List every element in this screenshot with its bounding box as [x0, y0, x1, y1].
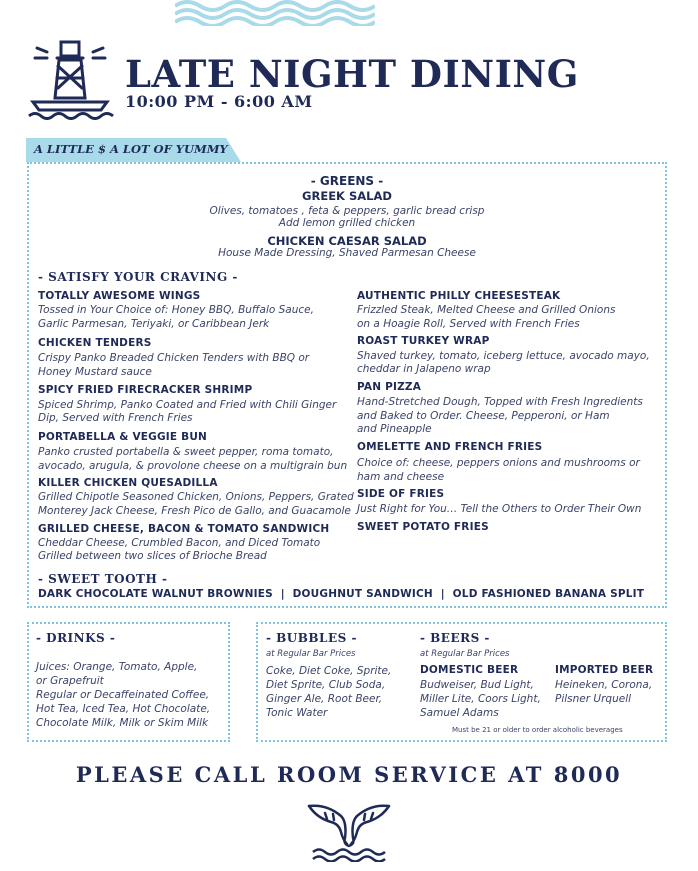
menu-item-desc: Cheddar Cheese, Crumbled Bacon, and Diced Tomato: [38, 537, 321, 549]
menu-item-desc: Spiced Shrimp, Panko Coated and Fried with Chili Ginger: [38, 399, 337, 411]
greens-heading: - GREENS -: [310, 174, 384, 188]
beers-note: at Regular Bar Prices: [420, 649, 510, 659]
menu-item-desc: and Baked to Order. Cheese, Pepperoni, or Ham: [357, 410, 610, 422]
dessert-name: DARK CHOCOLATE WALNUT BROWNIES: [38, 588, 273, 600]
dessert-name: OLD FASHIONED BANANA SPLIT: [452, 588, 645, 600]
menu-item-name: OMELETTE AND FRENCH FRIES: [357, 441, 543, 453]
menu-item-desc: Dip, Served with French Fries: [38, 412, 193, 424]
domestic-beer-title: DOMESTIC BEER: [420, 664, 519, 676]
craving-heading: - SATISFY YOUR CRAVING -: [38, 270, 238, 284]
drinks-line: Regular or Decaffeinated Coffee,: [36, 689, 210, 701]
greens-item-desc: Olives, tomatoes , feta & peppers, garlic bread crisp: [209, 205, 485, 217]
whale-tail-icon: [305, 800, 393, 862]
dessert-name: DOUGHNUT SANDWICH: [292, 588, 433, 600]
menu-item-desc: Just Right for You… Tell the Others to Order Their Own: [357, 503, 642, 515]
page-title: LATE NIGHT DINING: [125, 52, 579, 96]
drinks-heading: - DRINKS -: [36, 631, 116, 645]
dessert-item: [38, 588, 644, 600]
drinks-line: Chocolate Milk, Milk or Skim Milk: [36, 717, 209, 729]
drinks-line: Hot Tea, Iced Tea, Hot Chocolate,: [36, 703, 211, 715]
bubbles-heading: - BUBBLES -: [266, 631, 357, 645]
menu-item-desc: Hand-Stretched Dough, Topped with Fresh Ingredients: [357, 396, 643, 408]
menu-item-desc: Crispy Panko Breaded Chicken Tenders with BBQ or: [38, 352, 310, 364]
bubbles-line: Coke, Diet Coke, Sprite,: [266, 665, 392, 677]
menu-item-name: GRILLED CHEESE, BACON & TOMATO SANDWICH: [38, 523, 330, 535]
menu-item-desc: Honey Mustard sauce: [38, 366, 152, 378]
waves-icon: [175, 0, 375, 26]
menu-item-name: SIDE OF FRIES: [357, 488, 445, 500]
domestic-beer-line: Budweiser, Bud Light,: [420, 679, 534, 691]
imported-beer-title: IMPORTED BEER: [555, 664, 654, 676]
separator: |: [440, 588, 445, 600]
menu-item-name: AUTHENTIC PHILLY CHEESESTEAK: [357, 290, 561, 302]
menu-item-desc: Frizzled Steak, Melted Cheese and Grilled Onions: [357, 304, 616, 316]
bubbles-note: at Regular Bar Prices: [266, 649, 356, 659]
menu-item-name: ROAST TURKEY WRAP: [357, 335, 490, 347]
menu-item-desc: Grilled Chipotle Seasoned Chicken, Onions, Peppers, Grated: [38, 491, 354, 503]
greens-item-name: CHICKEN CAESAR SALAD: [267, 234, 427, 248]
menu-item-name: SPICY FRIED FIRECRACKER SHRIMP: [38, 384, 253, 396]
menu-item-desc: Shaved turkey, tomato, iceberg lettuce, avocado mayo,: [357, 350, 650, 362]
banner-text: A LITTLE $ A LOT OF YUMMY: [34, 142, 228, 156]
menu-item-desc: Monterey Jack Cheese, Fresh Pico de Gallo, and Guacamole: [38, 505, 351, 517]
menu-item-desc: Grilled between two slices of Brioche Bread: [38, 550, 267, 562]
menu-item-name: PAN PIZZA: [357, 381, 422, 393]
beers-heading: - BEERS -: [420, 631, 490, 645]
menu-item-desc: Tossed in Your Choice of: Honey BBQ, Buffalo Sauce,: [38, 304, 314, 316]
imported-beer-line: Pilsner Urquell: [555, 693, 632, 705]
drinks-line: or Grapefruit: [36, 675, 104, 687]
domestic-beer-line: Samuel Adams: [420, 707, 499, 719]
menu-item-name: SWEET POTATO FRIES: [357, 521, 489, 533]
menu-item-desc: on a Hoagie Roll, Served with French Fries: [357, 318, 580, 330]
menu-item-name: TOTALLY AWESOME WINGS: [38, 290, 201, 302]
age-note: Must be 21 or older to order alcoholic beverages: [452, 726, 623, 734]
room-service-call: PLEASE CALL ROOM SERVICE AT 8000: [75, 762, 623, 787]
domestic-beer-line: Miller Lite, Coors Light,: [420, 693, 541, 705]
bubbles-line: Ginger Ale, Root Beer,: [266, 693, 383, 705]
greens-item-desc: Add lemon grilled chicken: [278, 217, 416, 229]
menu-item-desc: Garlic Parmesan, Teriyaki, or Caribbean Jerk: [38, 318, 270, 330]
menu-item-desc: Panko crusted portabella & sweet pepper, roma tomato,: [38, 446, 334, 458]
greens-item-name: GREEK SALAD: [302, 189, 392, 203]
menu-item-desc: avocado, arugula, & provolone cheese on a multigrain bun: [38, 460, 348, 472]
menu-item-desc: ham and cheese: [357, 471, 445, 483]
menu-item-name: KILLER CHICKEN QUESADILLA: [38, 477, 218, 489]
bubbles-line: Tonic Water: [266, 707, 328, 719]
imported-beer-line: Heineken, Corona,: [555, 679, 653, 691]
drinks-line: Juices: Orange, Tomato, Apple,: [36, 661, 198, 673]
bubbles-line: Diet Sprite, Club Soda,: [266, 679, 386, 691]
menu-item-name: PORTABELLA & VEGGIE BUN: [38, 431, 208, 443]
menu-item-name: CHICKEN TENDERS: [38, 337, 152, 349]
hours: 10:00 PM - 6:00 AM: [125, 92, 313, 111]
greens-item-desc: House Made Dressing, Shaved Parmesan Cheese: [218, 247, 476, 259]
separator: |: [280, 588, 285, 600]
menu-item-desc: and Pineapple: [357, 423, 432, 435]
sweet-heading: - SWEET TOOTH -: [38, 572, 168, 586]
menu-item-desc: Choice of: cheese, peppers onions and mushrooms or: [357, 457, 640, 469]
lighthouse-icon: [25, 38, 115, 120]
menu-item-desc: cheddar in Jalapeno wrap: [357, 363, 491, 375]
